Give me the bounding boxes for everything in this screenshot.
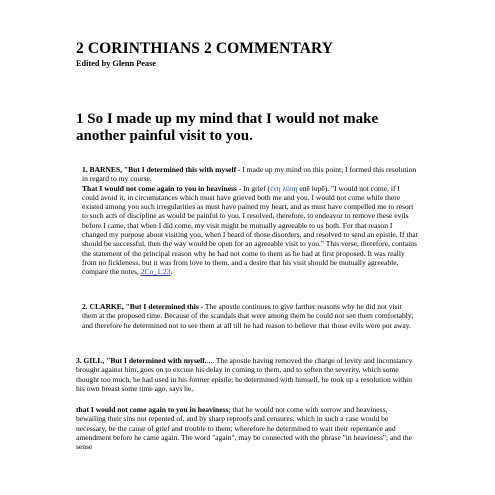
gill-commentary xyxy=(76,356,418,452)
gill-heading: 3. GILL, "But I determined with myself. xyxy=(76,356,207,365)
barnes-lead-phrase: That I would not come again to you in heaviness - xyxy=(82,183,242,193)
clarke-body-text: The apostle continues to give farther reasons why he did not visit them at the proposed time. Because of the scandals that were among them he could not see them comfortably; and therefore he determined not to see them at all till he had reason to believe that those evils were put away. xyxy=(82,302,414,330)
document-author: Edited by Glenn Pease xyxy=(76,59,156,68)
verse-heading: 1 So I made up my mind that I would not make another painful visit to you. xyxy=(76,111,379,144)
barnes-end-punct: . xyxy=(170,267,173,277)
gill-lead-phrase: that I would not come again to you in heaviness xyxy=(76,405,229,415)
gill-paragraph-2 xyxy=(76,405,418,451)
document-title: 2 CORINTHIANS 2 COMMENTARY xyxy=(76,40,334,57)
barnes-heading: 1. BARNES, "But I determined this with myself - xyxy=(82,165,241,174)
clarke-heading: 2. CLARKE, "But I determined this - xyxy=(82,302,204,311)
gill-body-text: .... The apostle having removed the charge of levity and inconstancy brought against him, goes on to excuse his delay in coming to them, and to soften the severity, which some thought too much, he had used in his former epistle; he determined with himself, he took up a resolution within his own breast some time ago, says he, xyxy=(76,356,413,393)
barnes-body-text-a: In grief ( xyxy=(241,183,271,193)
clarke-paragraph xyxy=(76,302,418,330)
barnes-commentary xyxy=(76,165,418,277)
gill-paragraph-1 xyxy=(76,356,418,393)
barnes-paragraph-2 xyxy=(76,184,418,277)
barnes-body-text-b: enē lupē). "I would not come, if I could avoid it, in circumstances which must have grieved both me and you. I would not come while there existed among you such irregularities as must have pained my heart, and as must have compelled me to resort to such acts of discipline as would be painful to you. I resolved, therefore, to endeavor to remove these evils before I came, that when I did come, my visit might be mutually agreeable to us both. For that reason I changed my purpose about visiting you, when I heard of those disorders, and resolved to send an epistle. If that should be successful, then the way would be open for an agreeable visit to you." This verse, therefore, contains the statement of the principal reason why he had not come to them as he had at first proposed. It was really from no fickleness, but it was from love to them, and a desire that his visit should be mutually agreeable, compare the notes, xyxy=(82,183,418,277)
clarke-commentary xyxy=(76,302,418,330)
barnes-intro-text: I made up my mind on this point; I formed this resolution in regard to my course. xyxy=(82,165,417,184)
scripture-reference-link[interactable]: 2Co_1:23 xyxy=(140,267,171,277)
greek-word: ἐνη λύπῃ xyxy=(270,183,298,193)
gill-body-text-2: ; that he would not come with sorrow and heaviness, bewailing their sins not repented of, and by sharp reproofs and censures, which in such a case would be necessary, be the cause of grief and trouble to them; wherefore he determined to wait their repentance and amendment before he came again. The word "again", may be connected with the phrase "in heaviness"; and the sense xyxy=(76,405,412,452)
barnes-paragraph-1 xyxy=(76,165,418,184)
